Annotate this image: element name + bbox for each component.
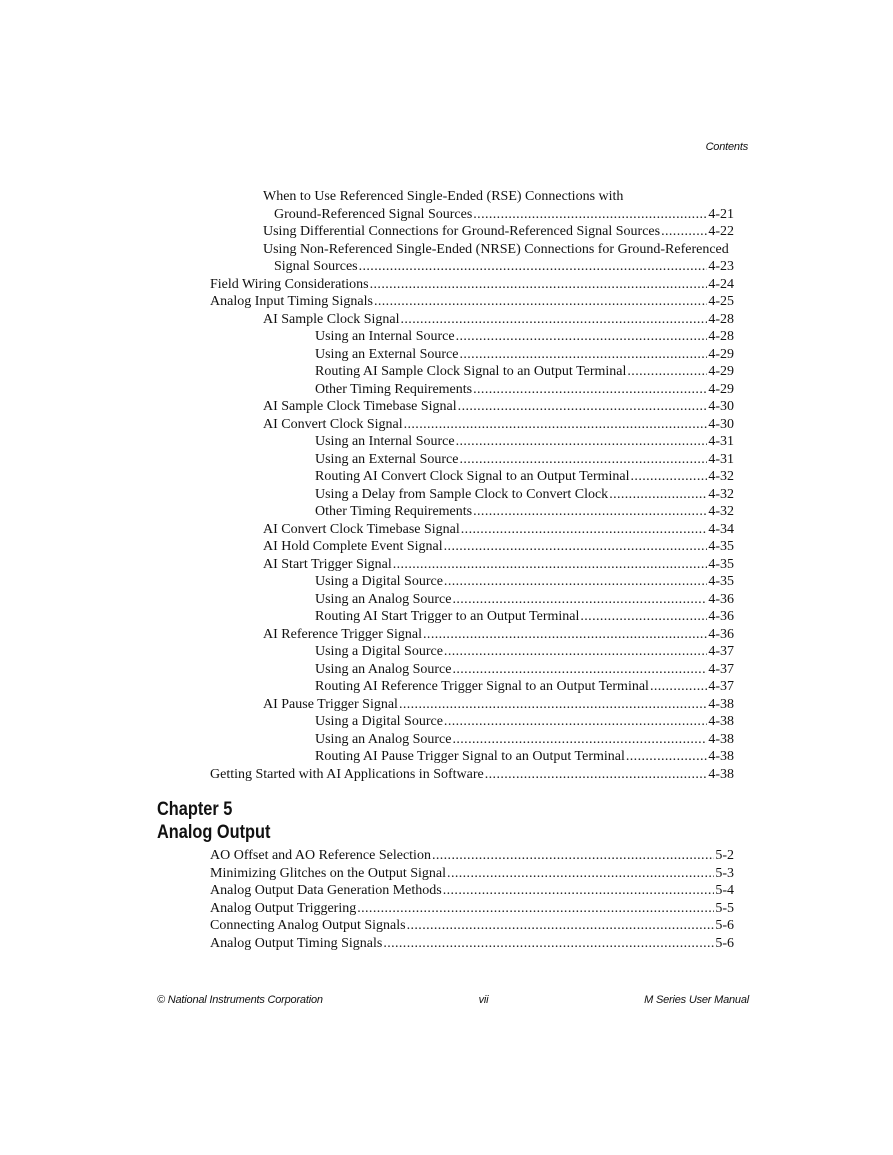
toc-entry-page: 5-3 [715,865,734,881]
dot-leader [580,608,707,626]
toc-entry[interactable] [210,935,734,953]
chapter-title: Analog Output [157,822,271,843]
dot-leader [383,935,714,953]
toc-list-chapter-5 [0,847,893,952]
toc-entry-page: 4-38 [708,766,734,782]
dot-leader [631,468,708,486]
toc-entry[interactable] [315,678,734,696]
dot-leader [443,882,715,900]
dot-leader [357,900,714,918]
toc-entry-page: 5-2 [715,848,734,863]
toc-entry-page: 4-37 [708,661,734,677]
running-head: Contents [705,141,748,153]
toc-entry-page: 4-25 [708,294,734,309]
toc-entry[interactable] [210,293,734,311]
toc-entry-page: 4-29 [708,381,734,397]
toc-entry[interactable] [315,451,734,469]
toc-entry-title: Analog Output Timing Signals [210,935,383,951]
toc-entry-title: Field Wiring Considerations [210,276,369,292]
toc-entry[interactable] [263,538,734,556]
toc-entry[interactable] [315,731,734,749]
dot-leader [404,416,708,434]
toc-entry[interactable] [315,573,734,591]
toc-entry-title: Using an External Source [315,451,459,467]
dot-leader [452,591,707,609]
toc-entry-page: 4-23 [708,259,734,274]
toc-entry-page: 4-38 [708,731,734,747]
dot-leader [626,748,707,766]
chapter-heading [157,798,270,844]
dot-leader [444,538,708,556]
toc-entry-page: 4-28 [708,311,734,327]
dot-leader [473,381,707,399]
toc-entry-title: Using an Analog Source [315,591,452,607]
dot-leader [432,847,714,865]
toc-entry-title: Other Timing Requirements [315,504,473,519]
dot-leader [399,696,707,714]
toc-entry-page: 4-21 [708,206,734,222]
toc-entry-page: 5-6 [715,918,734,933]
toc-entry-title-continued: Signal Sources [274,259,358,274]
toc-entry-page: 4-37 [708,679,734,694]
toc-entry-title: When to Use Referenced Single-Ended (RSE) Connections with [263,189,624,204]
dot-leader [370,276,708,294]
toc-entry-title: Other Timing Requirements [315,381,473,397]
dot-leader [374,293,707,311]
toc-entry-title: Getting Started with AI Applications in Software [210,766,484,782]
toc-entry[interactable] [315,363,734,381]
toc-entry-title: Using an Analog Source [315,661,452,677]
toc-entry[interactable] [315,503,734,521]
toc-entry-title: AI Start Trigger Signal [263,556,392,572]
toc-entry[interactable] [210,917,734,935]
toc-entry-title: Connecting Analog Output Signals [210,918,406,933]
toc-entry-title: Using Differential Connections for Ground-Referenced Signal Sources [263,224,661,239]
toc-entry[interactable] [315,468,734,486]
toc-entry-title: Routing AI Reference Trigger Signal to an Output Terminal [315,679,649,694]
toc-entry[interactable] [315,328,734,346]
toc-entry-page: 4-30 [708,399,734,414]
toc-entry-title: Routing AI Pause Trigger Signal to an Output Terminal [315,749,625,764]
toc-entry-page: 4-31 [708,451,734,467]
toc-entry-title: AI Hold Complete Event Signal [263,539,443,554]
toc-entry-page: 4-32 [708,504,734,519]
dot-leader [452,731,707,749]
dot-leader [401,311,708,329]
toc-entry[interactable] [263,556,734,574]
toc-entry[interactable] [315,643,734,661]
toc-entry-title: AO Offset and AO Reference Selection [210,848,431,863]
toc-entry-title: Using an Internal Source [315,329,455,344]
footer-copyright: © National Instruments Corporation [157,994,323,1006]
dot-leader [627,363,707,381]
toc-entry-title: AI Pause Trigger Signal [263,696,398,712]
toc-entry-title: Analog Output Data Generation Methods [210,883,442,898]
toc-list [0,188,893,783]
toc-entry-title: Minimizing Glitches on the Output Signal [210,865,447,881]
toc-entry[interactable] [210,847,734,865]
dot-leader [609,486,707,504]
toc-entry-title: AI Sample Clock Timebase Signal [263,399,457,414]
footer-manual-title: M Series User Manual [644,994,749,1006]
toc-entry[interactable] [315,381,734,399]
toc-entry-title: AI Reference Trigger Signal [263,626,423,642]
toc-entry[interactable] [263,241,734,276]
toc-entry[interactable] [210,766,734,784]
dot-leader [452,661,707,679]
dot-leader [456,328,708,346]
toc-entry[interactable] [315,433,734,451]
toc-entry-page: 4-34 [708,521,734,537]
toc-entry-title: Using a Digital Source [315,644,443,659]
dot-leader [407,917,715,935]
toc-entry-page: 4-29 [708,346,734,362]
toc-entry[interactable] [210,276,734,294]
toc-entry[interactable] [315,608,734,626]
dot-leader [393,556,708,574]
toc-entry-title: Using an Internal Source [315,434,455,449]
dot-leader [456,433,708,451]
toc-entry[interactable] [263,626,734,644]
dot-leader [444,713,707,731]
toc-entry-title: Using a Delay from Sample Clock to Convert Clock [315,486,609,502]
toc-entry-title: Routing AI Convert Clock Signal to an Output Terminal [315,469,630,484]
dot-leader [444,643,707,661]
footer-page-number: vii [478,994,489,1006]
toc-entry-page: 4-36 [708,609,734,624]
toc-entry[interactable] [315,713,734,731]
toc-entry[interactable] [263,696,734,714]
toc-entry[interactable] [263,398,734,416]
toc-entry-page: 4-35 [708,556,734,572]
dot-leader [459,451,707,469]
toc-entry-title: Routing AI Start Trigger to an Output Terminal [315,609,580,624]
toc-entry-page: 4-38 [708,749,734,764]
dot-leader [423,626,707,644]
dot-leader [485,766,708,784]
toc-entry-page: 4-31 [708,434,734,449]
dot-leader [444,573,707,591]
toc-entry-page: 4-38 [708,696,734,712]
toc-entry[interactable] [210,882,734,900]
toc-entry-title: Using a Digital Source [315,714,443,729]
toc-entry-page: 4-32 [708,469,734,484]
dot-leader [359,258,708,276]
dot-leader [461,521,708,539]
dot-leader [458,398,708,416]
page-footer [157,994,749,1006]
toc-entry-title: Analog Input Timing Signals [210,294,373,309]
toc-entry[interactable] [263,223,734,241]
toc-entry-title: Analog Output Triggering [210,900,357,916]
toc-entry[interactable] [263,416,734,434]
toc-entry[interactable] [263,188,734,223]
toc-entry-page: 4-22 [708,224,734,239]
toc-entry-page: 5-6 [715,935,734,951]
toc-entry[interactable] [315,591,734,609]
dot-leader [661,223,707,241]
toc-entry-page: 4-35 [708,574,734,589]
toc-entry-title: AI Sample Clock Signal [263,311,400,327]
dot-leader [447,865,714,883]
dot-leader [473,206,707,224]
toc-entry-title: AI Convert Clock Signal [263,416,403,432]
toc-entry-title-continued: Ground-Referenced Signal Sources [274,206,473,222]
toc-entry-page: 4-36 [708,626,734,642]
toc-entry-page: 4-37 [708,644,734,659]
dot-leader [650,678,707,696]
toc-entry[interactable] [210,865,734,883]
chapter-number: Chapter 5 [157,799,233,820]
toc-entry-title: AI Convert Clock Timebase Signal [263,521,460,537]
toc-entry-page: 4-30 [708,416,734,432]
toc-entry-page: 4-28 [708,329,734,344]
toc-entry-title: Using a Digital Source [315,574,443,589]
toc-entry-page: 4-32 [708,486,734,502]
toc-entry-title: Using an Analog Source [315,731,452,747]
toc-entry[interactable] [315,346,734,364]
toc-entry-page: 4-24 [708,276,734,292]
dot-leader [473,503,707,521]
toc-entry-page: 4-29 [708,364,734,379]
toc-entry-page: 5-4 [715,883,734,898]
toc-entry-title: Routing AI Sample Clock Signal to an Output Terminal [315,364,627,379]
toc-entry-page: 4-35 [708,539,734,554]
toc-entry[interactable] [210,900,734,918]
dot-leader [459,346,707,364]
toc-entry[interactable] [263,521,734,539]
toc-entry[interactable] [315,748,734,766]
toc-entry-page: 4-38 [708,714,734,729]
toc-entry[interactable] [315,661,734,679]
toc-entry[interactable] [263,311,734,329]
toc-entry-title: Using an External Source [315,346,459,362]
toc-entry-page: 4-36 [708,591,734,607]
toc-entry-title: Using Non-Referenced Single-Ended (NRSE) Connections for Ground-Referenced [263,241,729,257]
toc-entry[interactable] [315,486,734,504]
toc-entry-page: 5-5 [715,900,734,916]
